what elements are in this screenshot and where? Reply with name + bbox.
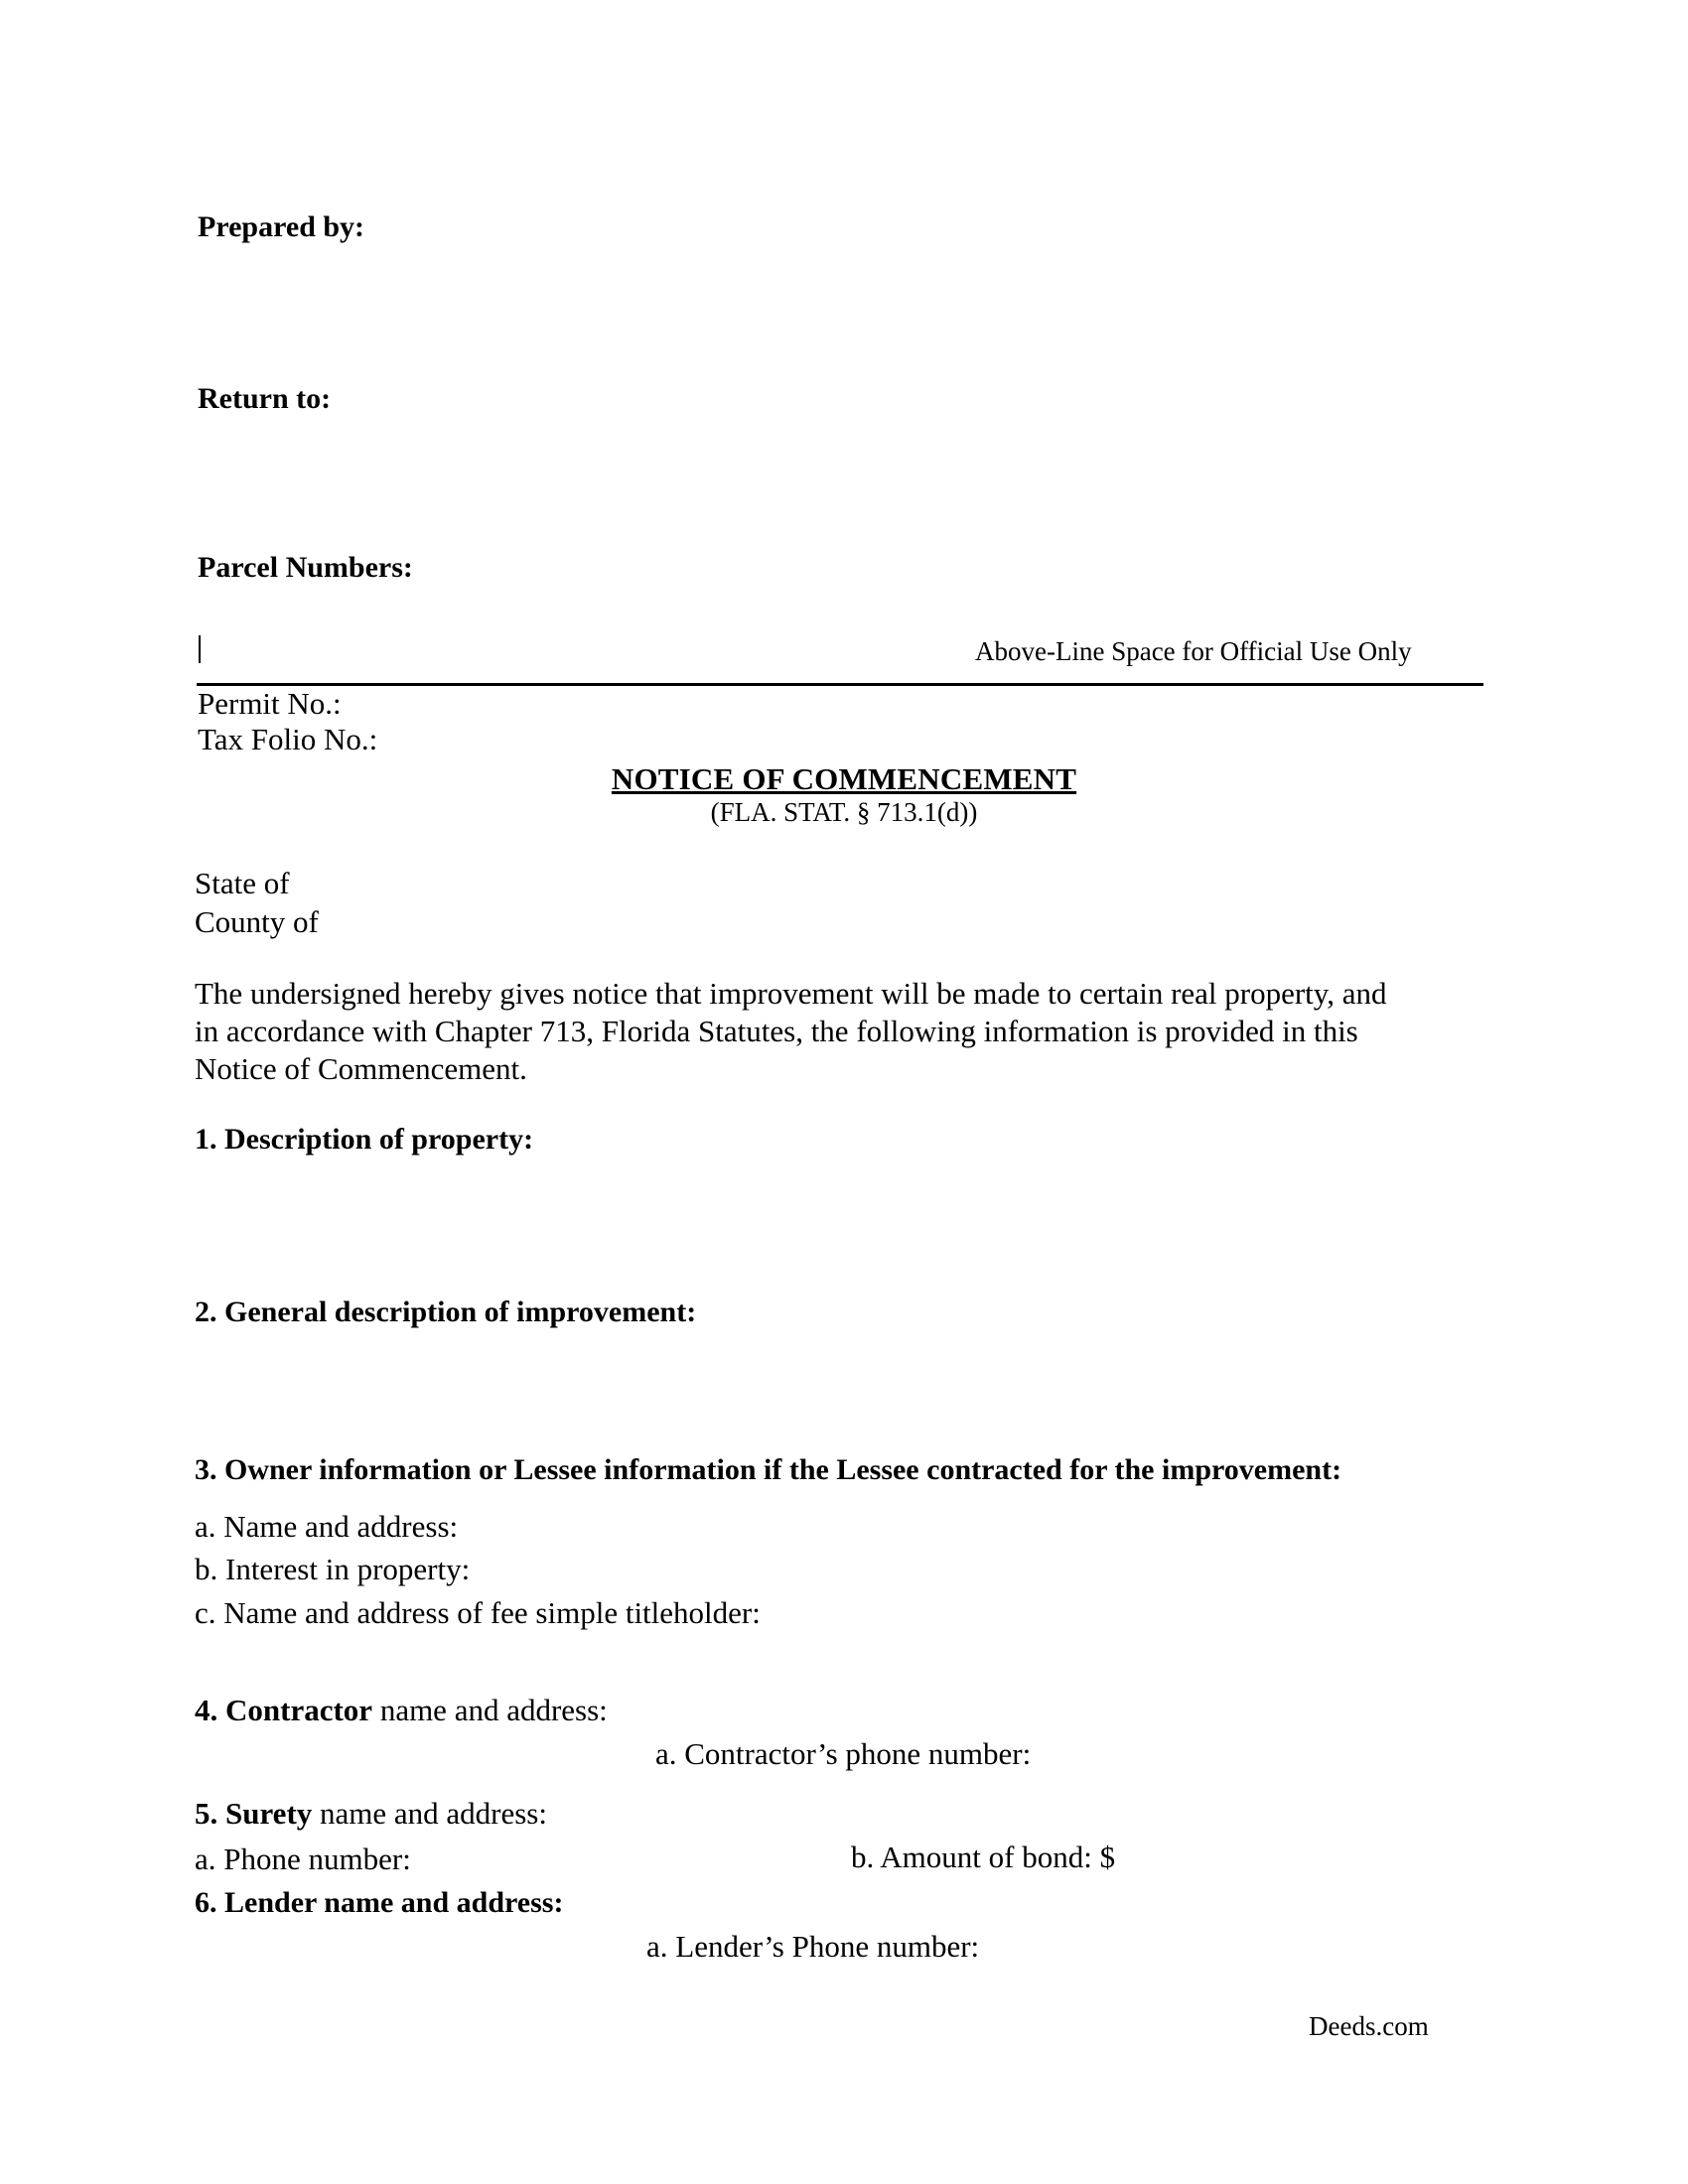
document-title: NOTICE OF COMMENCEMENT	[611, 761, 1077, 796]
section-5-rest: name and address:	[312, 1796, 547, 1831]
statute-reference: (FLA. STAT. § 713.1(d))	[710, 797, 978, 827]
section-5-bold: 5. Surety	[195, 1796, 313, 1831]
parcel-numbers-label: Parcel Numbers:	[198, 551, 413, 584]
intro-paragraph	[195, 975, 1505, 1088]
tax-folio-no-label: Tax Folio No.:	[198, 722, 378, 756]
text-cursor-bar	[199, 635, 201, 663]
section-6a-label: a. Lender’s Phone number:	[646, 1929, 980, 1964]
return-to-label: Return to:	[198, 382, 332, 415]
county-of-label: County of	[195, 904, 319, 939]
section-5a-label: a. Phone number:	[195, 1842, 411, 1876]
section-2-heading: 2. General description of improvement:	[195, 1296, 697, 1328]
section-5b-label: b. Amount of bond: $	[851, 1840, 1116, 1874]
section-5-heading	[195, 1798, 547, 1829]
intro-line: Notice of Commencement.	[195, 1051, 527, 1086]
section-4-bold: 4. Contractor	[195, 1693, 373, 1727]
intro-line: The undersigned hereby gives notice that improvement will be made to certain real property, and	[195, 976, 1387, 1011]
section-6-heading: 6. Lender name and address:	[195, 1886, 564, 1919]
intro-line: in accordance with Chapter 713, Florida Statutes, the following information is provided in this	[195, 1014, 1358, 1048]
section-3a-label: a. Name and address:	[195, 1509, 459, 1544]
section-4-rest: name and address:	[372, 1693, 608, 1727]
document-title-wrap	[0, 761, 1688, 797]
section-3b-label: b. Interest in property:	[195, 1552, 471, 1586]
official-use-caption: Above-Line Space for Official Use Only	[975, 636, 1412, 666]
prepared-by-label: Prepared by:	[198, 210, 365, 243]
permit-no-label: Permit No.:	[198, 686, 342, 721]
footer-brand: Deeds.com	[1309, 2011, 1429, 2041]
section-4-heading	[195, 1695, 608, 1725]
section-4a-label: a. Contractor’s phone number:	[655, 1736, 1032, 1771]
recording-space-divider	[197, 683, 1483, 686]
section-3c-label: c. Name and address of fee simple titleholder:	[195, 1595, 761, 1630]
state-of-label: State of	[195, 866, 290, 900]
section-1-heading: 1. Description of property:	[195, 1123, 534, 1156]
section-3-heading: 3. Owner information or Lessee information if the Lessee contracted for the improvement:	[195, 1453, 1342, 1486]
